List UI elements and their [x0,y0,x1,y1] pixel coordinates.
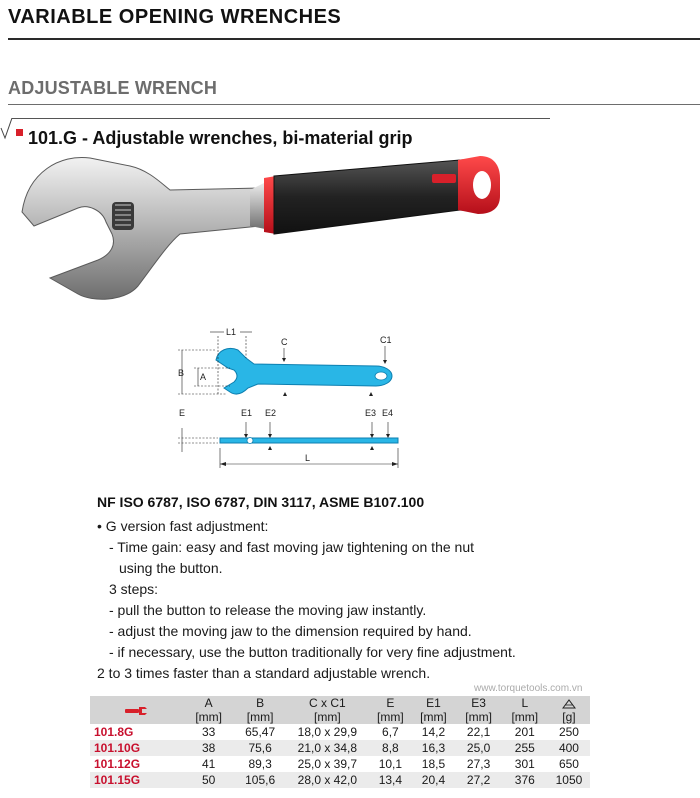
dimension-diagram [170,318,410,478]
table-cell: 27,2 [466,773,491,787]
table-cell: 38 [202,741,216,755]
table-cell: 22,1 [466,725,491,739]
table-cell: 18,0 x 29,9 [297,725,358,739]
label-c1: C1 [380,335,392,345]
table-cell: 20,4 [421,773,446,787]
table-cell: 14,2 [421,725,446,739]
table-cell: 8,8 [382,741,399,755]
standards-line: NF ISO 6787, ISO 6787, DIN 3117, ASME B107.100 [97,494,425,510]
table-row [90,772,590,788]
ref-cell: 101.12G [94,757,141,771]
label-c: C [281,337,288,347]
description-line: • G version fast adjustment: [97,518,269,534]
label-b: B [178,368,185,378]
table-cell: 650 [558,757,579,771]
table-row [90,724,590,740]
table-cell: 16,3 [421,741,446,755]
table-header-row [90,696,590,724]
spec-table [90,696,590,788]
table-cell: 18,5 [421,757,446,771]
table-cell: 75,6 [248,741,272,755]
description-line: 3 steps: [109,581,159,597]
table-cell: 10,1 [378,757,403,771]
weight-column-header: [g] [548,696,590,724]
description-line: 2 to 3 times faster than a standard adjustable wrench. [97,665,431,681]
label-e4: E4 [382,408,394,418]
table-cell: 25,0 [466,741,491,755]
column-header: L [mm] [511,696,539,724]
label-a: A [200,372,207,382]
category-divider [8,104,700,105]
table-cell: 33 [202,725,216,739]
title-divider [8,38,700,40]
section-divider [12,118,550,119]
column-header: E [mm] [377,696,404,724]
wrench-product-image [20,152,500,302]
description-line: - adjust the moving jaw to the dimension required by hand. [109,623,472,639]
weight-icon [562,699,576,709]
table-cell: 50 [202,773,216,787]
ref-column-header [90,696,182,724]
label-e2: E2 [265,408,277,418]
label-e3: E3 [365,408,377,418]
column-header: E1 [mm] [420,696,447,724]
table-cell: 28,0 x 42,0 [297,773,358,787]
ref-cell: 101.10G [94,741,141,755]
table-cell: 376 [514,773,535,787]
section-title: 101.G - Adjustable wrenches, bi-material grip [28,128,413,148]
description-line: - Time gain: easy and fast moving jaw tightening on the nut [109,539,474,555]
table-cell: 255 [514,741,535,755]
description-line: - if necessary, use the button traditionally for very fine adjustment. [109,644,516,660]
table-cell: 400 [558,741,579,755]
column-header: B [mm] [246,696,274,724]
description-line: - pull the button to release the moving jaw instantly. [109,602,427,618]
table-cell: 41 [202,757,216,771]
description-block [97,516,516,684]
table-cell: 6,7 [382,725,399,739]
table-row [90,740,590,756]
table-cell: 25,0 x 39,7 [297,757,358,771]
table-cell: 21,0 x 34,8 [297,741,358,755]
column-header: C x C1 [mm] [309,696,346,724]
table-cell: 1050 [555,773,583,787]
label-e: E [179,408,186,418]
table-cell: 201 [514,725,535,739]
wrench-icon [125,706,147,716]
column-header: A [mm] [195,696,223,724]
table-cell: 13,4 [378,773,403,787]
ref-cell: 101.8G [94,725,134,739]
table-cell: 27,3 [466,757,491,771]
description-line: using the button. [119,560,223,576]
table-cell: 89,3 [248,757,272,771]
category-title: ADJUSTABLE WRENCH [8,78,218,98]
table-cell: 105,6 [245,773,276,787]
check-mark-icon [0,118,14,140]
column-header: E3 [mm] [465,696,492,724]
label-l1: L1 [226,327,237,337]
table-cell: 65,47 [245,725,276,739]
section-bullet-icon [16,129,23,136]
page-title: VARIABLE OPENING WRENCHES [8,6,342,28]
table-row [90,756,590,772]
ref-cell: 101.15G [94,773,141,787]
label-l: L [305,453,311,463]
table-cell: 301 [514,757,535,771]
label-e1: E1 [241,408,253,418]
table-cell: 250 [558,725,579,739]
watermark: www.torquetools.com.vn [474,683,583,694]
